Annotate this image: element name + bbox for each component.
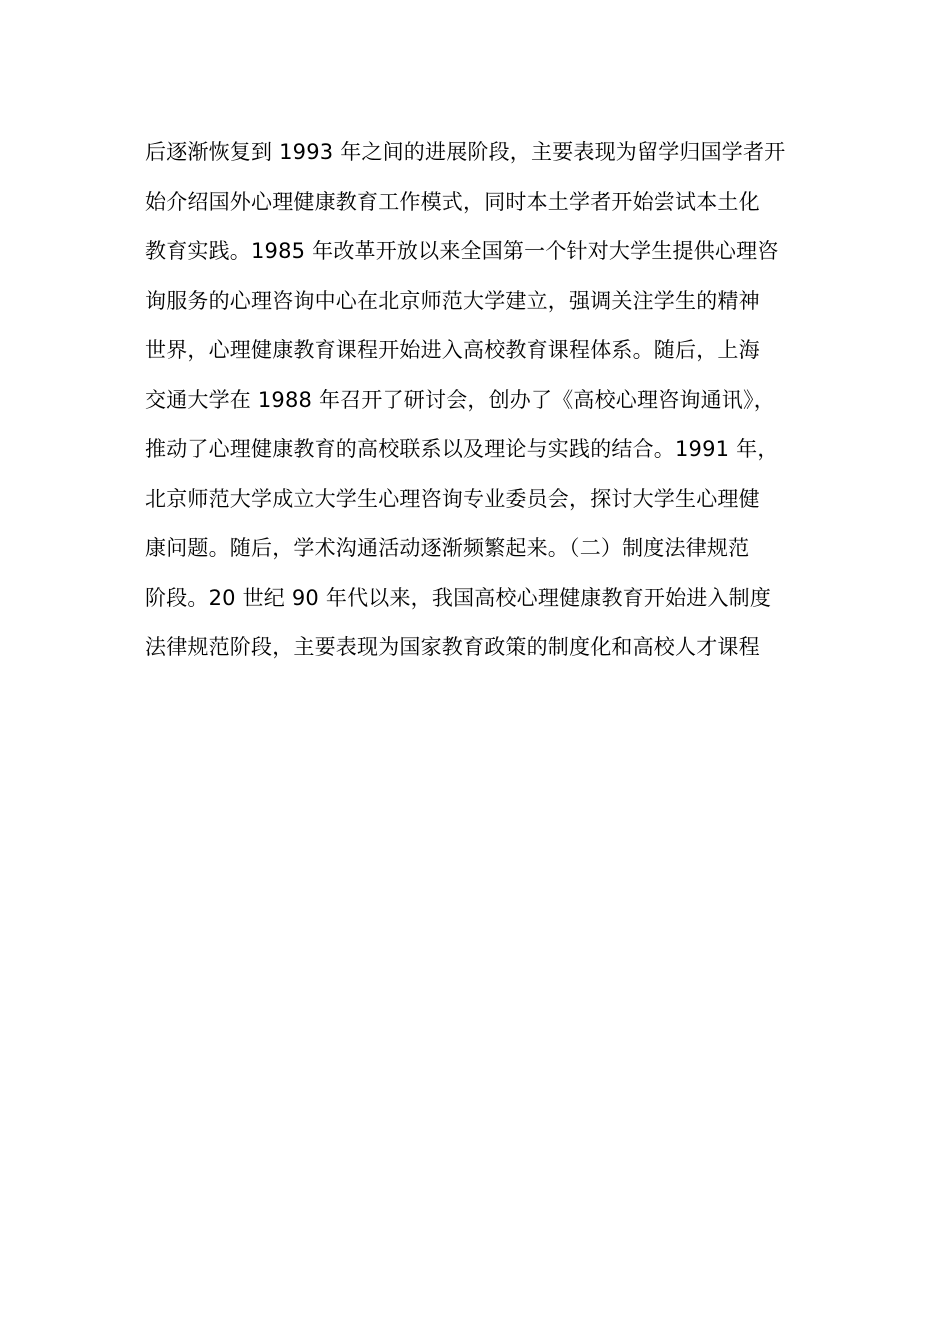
text-line: 询服务的心理咨询中心在北京师范大学建立，强调关注学生的精神 — [145, 288, 760, 313]
text-line: 法律规范阶段，主要表现为国家教育政策的制度化和高校人才课程 — [145, 635, 760, 659]
body-text — [145, 128, 805, 673]
text-line: 始介绍国外心理健康教育工作模式，同时本土学者开始尝试本土化 — [145, 189, 760, 214]
text-line: 后逐渐恢复到 1993 年之间的进展阶段，主要表现为留学归国学者开 — [145, 140, 786, 164]
text-line: 推动了心理健康教育的高校联系以及理论与实践的结合。1991 年， — [145, 437, 779, 461]
text-line: 教育实践。1985 年改革开放以来全国第一个针对大学生提供心理咨 — [145, 239, 779, 263]
text-line: 交通大学在 1988 年召开了研讨会，创办了《高校心理咨询通讯》， — [145, 387, 775, 412]
text-line: 北京师范大学成立大学生心理咨询专业委员会，探讨大学生心理健 — [145, 486, 760, 511]
text-line: 阶段。20 世纪 90 年代以来，我国高校心理健康教育开始进入制度 — [145, 585, 772, 610]
text-line: 康问题。随后，学术沟通活动逐渐频繁起来。（二）制度法律规范 — [145, 536, 750, 560]
text-line: 世界，心理健康教育课程开始进入高校教育课程体系。随后，上海 — [145, 338, 760, 362]
